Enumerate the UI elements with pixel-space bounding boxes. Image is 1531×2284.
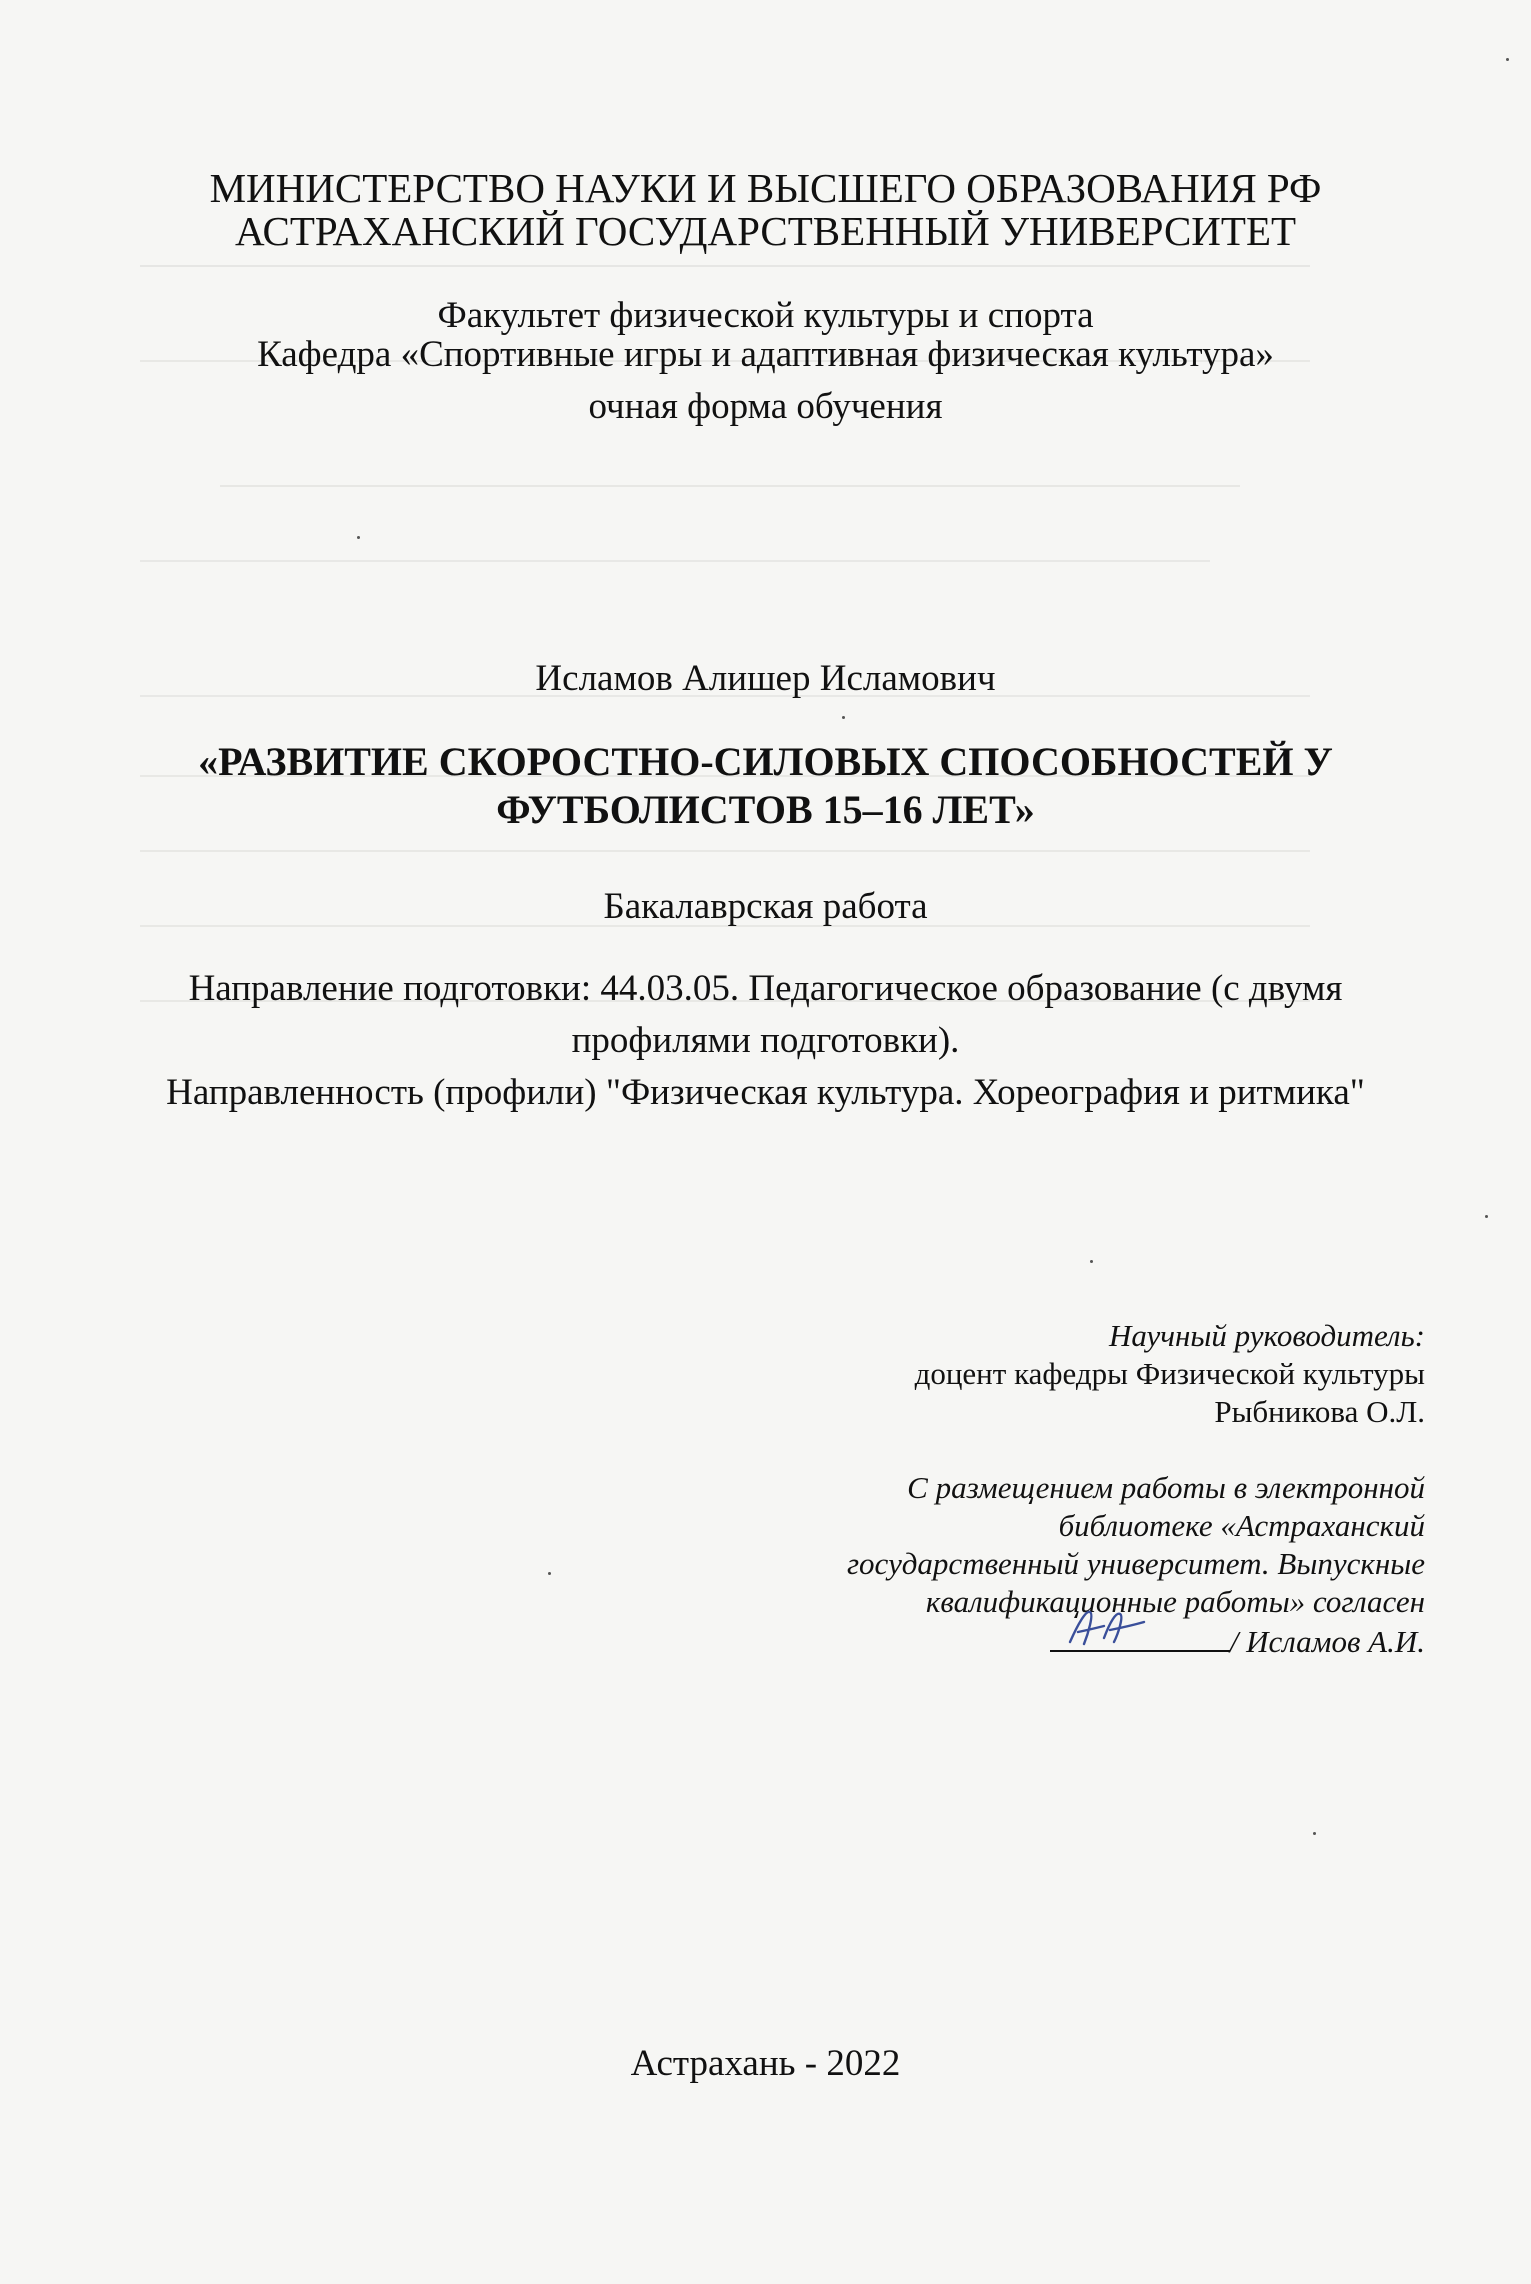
supervisor-name: Рыбникова О.Л.	[1214, 1394, 1425, 1429]
faculty-name: Факультет физической культуры и спорта	[437, 295, 1094, 336]
thesis-title-line-2: ФУТБОЛИСТОВ 15–16 ЛЕТ»	[496, 787, 1035, 832]
consent-line-3: государственный университет. Выпускные	[846, 1546, 1425, 1581]
scan-speck	[1485, 1215, 1488, 1218]
study-form: очная форма обучения	[588, 386, 943, 427]
supervisor-role: Научный руководитель:	[1109, 1318, 1425, 1353]
handwritten-signature	[1064, 1604, 1154, 1652]
thesis-title-line-1: «РАЗВИТИЕ СКОРОСТНО-СИЛОВЫХ СПОСОБНОСТЕЙ У	[198, 739, 1333, 784]
work-type: Бакалаврская работа	[603, 886, 928, 927]
signer-name: / Исламов А.И.	[1229, 1624, 1425, 1659]
author-name: Исламов Алишер Исламович	[535, 658, 996, 699]
signature-field	[1050, 1624, 1230, 1652]
scan-speck	[1506, 58, 1509, 61]
direction-line-1: Направление подготовки: 44.03.05. Педагогическое образование (с двумя	[188, 968, 1343, 1009]
scan-speck	[842, 716, 845, 719]
direction-line-3: Направленность (профили) "Физическая культура. Хореография и ритмика"	[166, 1072, 1365, 1113]
scan-speck	[548, 1572, 551, 1575]
consent-line-2: библиотеке «Астраханский	[1058, 1508, 1425, 1543]
ministry-name: МИНИСТЕРСТВО НАУКИ И ВЫСШЕГО ОБРАЗОВАНИЯ РФ	[209, 165, 1322, 211]
scan-speck	[1313, 1832, 1316, 1835]
university-name: АСТРАХАНСКИЙ ГОСУДАРСТВЕННЫЙ УНИВЕРСИТЕТ	[234, 208, 1297, 254]
scan-speck	[357, 536, 360, 539]
direction-line-2: профилями подготовки).	[571, 1020, 960, 1061]
consent-line-4: квалификационные работы» согласен	[925, 1584, 1425, 1619]
department-name: Кафедра «Спортивные игры и адаптивная физическая культура»	[257, 334, 1274, 375]
consent-signature-row	[1050, 1624, 1425, 1657]
scan-speck	[1090, 1260, 1093, 1263]
supervisor-position: доцент кафедры Физической культуры	[914, 1356, 1425, 1391]
city-year: Астрахань - 2022	[630, 2043, 901, 2084]
consent-line-1: С размещением работы в электронной	[907, 1470, 1425, 1505]
